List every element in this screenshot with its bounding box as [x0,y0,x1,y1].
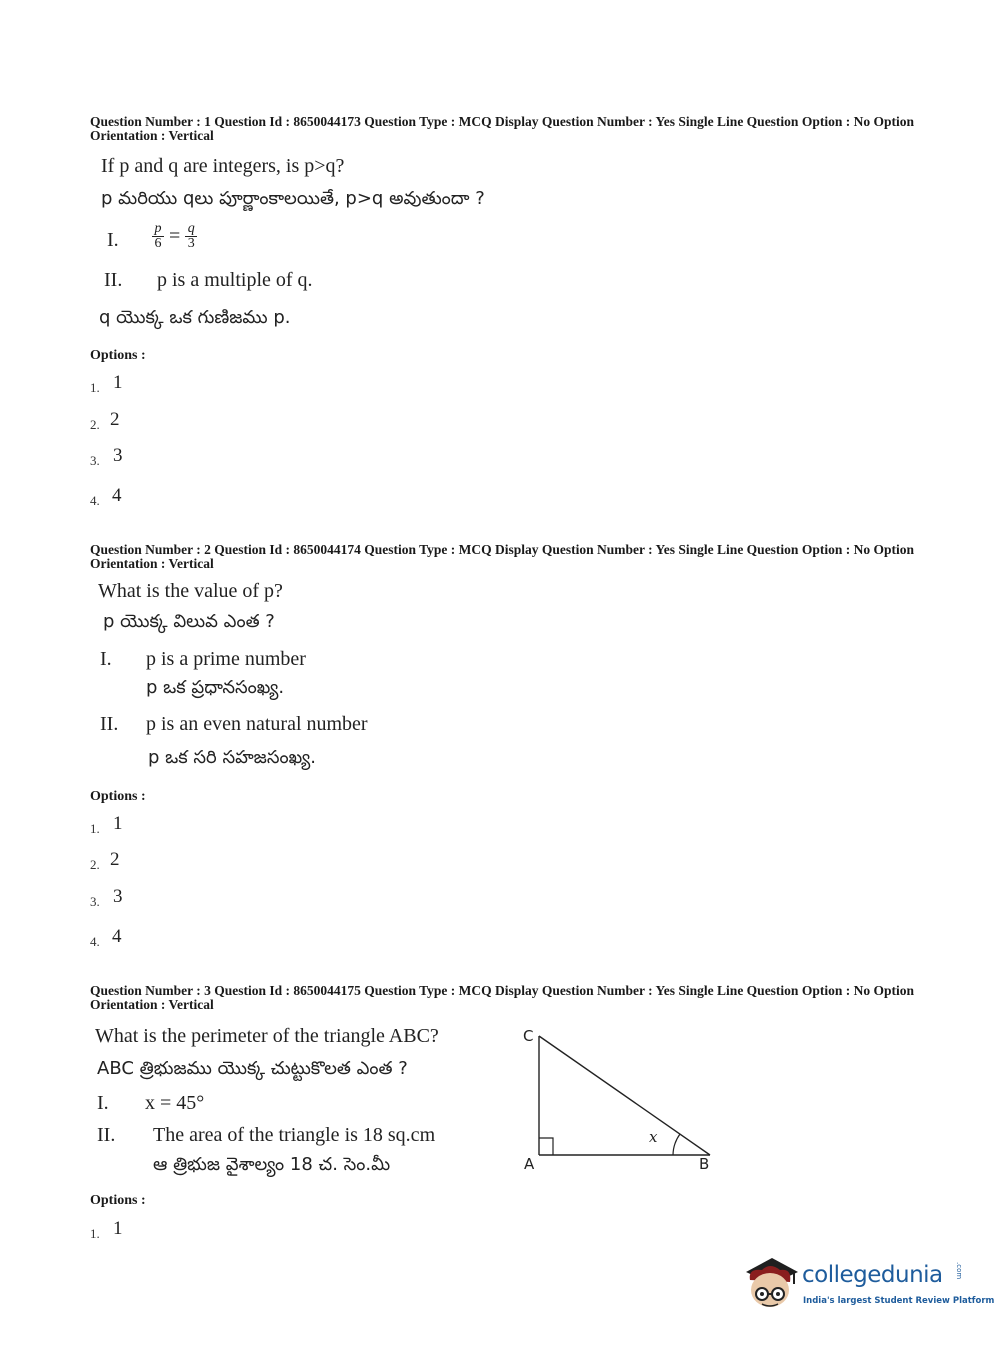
question-1-telugu: p మరియు qలు పూర్ణాంకాలయితే, p>q అవుతుందా ? [101,188,485,209]
q1-option-3-number: 3. [90,453,100,468]
question-3-telugu: ABC త్రిభుజము యొక్క చుట్టుకొలత ఎంత ? [97,1058,408,1079]
q2-options-heading: Options : [90,789,146,804]
q2-option-4-value[interactable]: 4 [112,926,122,947]
question-1-text: If p and q are integers, is p>q? [101,155,345,177]
q1-option-4-value[interactable]: 4 [112,485,122,506]
q1-statement-1-label: I. [107,229,119,251]
q2-statement-2-telugu: p ఒక సరి సహజసంఖ్య. [148,747,316,768]
q3-option-1-value[interactable]: 1 [113,1218,123,1239]
q2-option-1-value[interactable]: 1 [113,813,123,834]
q3-statement-1-text: x = 45° [145,1092,205,1114]
q1-option-1-number: 1. [90,380,100,395]
q1-option-1-value[interactable]: 1 [113,372,123,393]
question-2-text: What is the value of p? [98,580,283,602]
brand-name: collegedunia [802,1262,943,1288]
fraction-q-over-3 [185,222,197,251]
numerator: q [187,221,195,236]
question-3-text: What is the perimeter of the triangle ABC? [95,1025,439,1047]
q2-option-3-value[interactable]: 3 [113,886,123,907]
denominator: 6 [154,236,162,251]
denominator: 3 [187,236,195,251]
question-2-telugu: p యొక్క విలువ ఎంత ? [103,611,275,632]
equals-sign: = [169,225,181,247]
q2-option-2-value[interactable]: 2 [110,849,120,870]
vertex-b-label: B [699,1155,710,1173]
triangle-figure [515,1020,725,1180]
q1-options-heading: Options : [90,348,146,363]
q2-statement-2-text: p is an even natural number [146,713,368,735]
question-1-meta: Question Number : 1 Question Id : 8650044173 Question Type : MCQ Display Question Number : Yes Single Line Question Option : No Option Orientation : Vertical [90,114,914,143]
right-angle-mark [539,1138,553,1155]
q2-statement-1-label: I. [100,648,112,670]
numerator: p [154,221,162,236]
q3-statement-2-telugu: ఆ త్రిభుజ వైశాల్యం 18 చ. సెం.మీ [153,1154,391,1175]
q2-option-2-number: 2. [90,857,100,872]
q3-option-1-number: 1. [90,1226,100,1241]
q1-option-2-value[interactable]: 2 [110,409,120,430]
q3-statement-2-label: II. [97,1124,116,1146]
q1-statement-1-equation [152,222,197,251]
q1-statement-2-text: p is a multiple of q. [157,269,313,291]
q1-statement-2-telugu: q యొక్క ఒక గుణిజము p. [99,307,291,328]
q1-option-2-number: 2. [90,417,100,432]
angle-x-label: x [649,1128,658,1146]
side-cb [539,1036,710,1155]
q3-statement-2-text: The area of the triangle is 18 sq.cm [153,1124,436,1146]
q2-statement-1-telugu: p ఒక ప్రధానసంఖ్య. [146,677,285,698]
fraction-p-over-6 [152,222,164,251]
brand-tagline: India's largest Student Review Platform [803,1296,995,1306]
brand-dotcom: .com [955,1262,963,1280]
q2-option-4-number: 4. [90,934,100,949]
collegedunia-logo[interactable] [740,1250,995,1320]
vertex-a-label: A [524,1155,535,1173]
vertex-c-label: C [523,1027,534,1045]
q3-options-heading: Options : [90,1193,146,1208]
angle-arc [673,1134,680,1155]
q2-statement-2-label: II. [100,713,119,735]
q1-option-3-value[interactable]: 3 [113,445,123,466]
mascot-icon [740,1250,800,1312]
q2-option-1-number: 1. [90,821,100,836]
q3-statement-1-label: I. [97,1092,109,1114]
question-2-meta: Question Number : 2 Question Id : 8650044174 Question Type : MCQ Display Question Number : Yes Single Line Question Option : No Option Orientation : Vertical [90,542,914,571]
q2-statement-1-text: p is a prime number [146,648,306,670]
q2-option-3-number: 3. [90,894,100,909]
q1-option-4-number: 4. [90,493,100,508]
q1-statement-2-label: II. [104,269,123,291]
question-3-meta: Question Number : 3 Question Id : 8650044175 Question Type : MCQ Display Question Number : Yes Single Line Question Option : No Option Orientation : Vertical [90,983,914,1012]
